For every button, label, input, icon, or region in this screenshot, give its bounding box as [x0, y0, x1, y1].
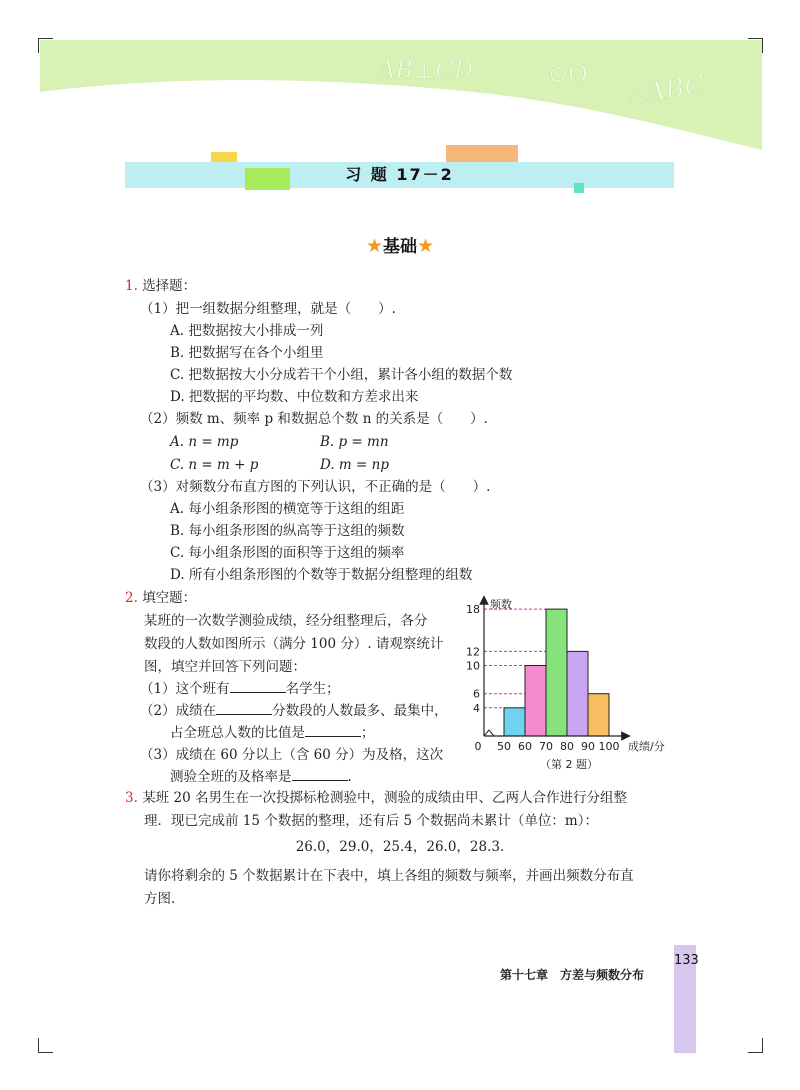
q2-intro-2: 数段的人数如图所示（满分 100 分）. 请观察统计: [144, 636, 444, 652]
q1-sub3-stem: （3）对频数分布直方图的下列认识，不正确的是（ ）.: [140, 479, 491, 495]
x-tick-labels: [475, 740, 620, 753]
q3-number: 3.: [125, 790, 138, 806]
x-tick-label: 80: [560, 740, 574, 753]
crop-mark-bottom-left: [38, 1038, 53, 1053]
q2-blank-4[interactable]: [292, 768, 348, 781]
q2-number: 2.: [125, 590, 138, 606]
q2-part1: （1）这个班有 名学生；: [140, 681, 340, 697]
bar-90-100: [588, 694, 609, 736]
bar-80-90: [567, 651, 588, 736]
q1-sub2-stem: （2）频数 m、频率 p 和数据总个数 n 的关系是（ ）.: [140, 411, 488, 427]
x-tick-label: 90: [581, 740, 595, 753]
deco-perpendicular: AB⊥CD: [378, 56, 474, 84]
q3-line-3: 请你将剩余的 5 个数据累计在下表中，填上各组的频数与频率，并画出频数分布直: [144, 868, 634, 884]
deco-circle: ⊙O: [548, 60, 588, 88]
q2-blank-2[interactable]: [216, 702, 272, 715]
x-tick-label: 0: [474, 740, 482, 753]
y-tick-label: 10: [466, 659, 480, 673]
x-tick-label: 60: [518, 740, 532, 753]
q1-sub2-option-b: B. p = mn: [320, 434, 389, 450]
q1-sub2-option-a: A. n = mp: [170, 434, 239, 450]
q2-part2: （2）成绩在 分数段的人数最多、最集中，: [140, 703, 448, 719]
q3-line-2: 理．现已完成前 15 个数据的整理，还有后 5 个数据尚未累计（单位：m）：: [144, 813, 598, 829]
chart-bars: [504, 609, 609, 736]
q1-sub1-option-d: D. 把数据的平均数、中位数和方差求出来: [170, 389, 419, 405]
q1-sub1-option-a: A. 把数据按大小排成一列: [170, 323, 324, 339]
q2-intro-3: 图，填空并回答下列问题：: [144, 659, 306, 675]
q3-line-4: 方图．: [144, 891, 185, 907]
y-tick-label: 12: [466, 645, 480, 659]
y-tick-label: 6: [473, 687, 480, 701]
deco-triangle: △ABC: [624, 70, 707, 111]
deco-block-green: [245, 168, 290, 190]
x-tick-label: 100: [598, 740, 620, 753]
q2-intro-1: 某班的一次数学测验成绩，经分组整理后，各分: [144, 613, 428, 629]
y-tick-labels: [466, 603, 480, 715]
x-axis-label: 成绩/分: [628, 740, 665, 753]
star-icon: ★: [365, 235, 383, 257]
exercise-title: 习 题 17－2: [345, 165, 454, 184]
q1-title: 选择题：: [142, 278, 197, 294]
star-icon: ★: [417, 235, 435, 257]
q1-sub3-option-d: D. 所有小组条形图的个数等于数据分组整理的组数: [170, 567, 473, 583]
q2-part3-cont: 测验全班的及格率是 .: [170, 769, 352, 785]
exercise-title-bar: [125, 162, 674, 188]
q1-heading: [125, 277, 196, 295]
chapter-footer: 第十七章 方差与频数分布: [500, 968, 645, 982]
axis-break-mark: [484, 730, 494, 736]
q3-line-1: 3. 某班 20 名男生在一次投掷标枪测验中，测验的成绩由甲、乙两人合作进行分组整: [125, 790, 627, 806]
histogram-chart: [456, 590, 696, 776]
q1-sub1-option-b: B. 把数据写在各个小组里: [170, 345, 324, 361]
q2-blank-1[interactable]: [230, 680, 286, 693]
q2-part3: （3）成绩在 60 分以上（含 60 分）为及格，这次: [140, 747, 444, 763]
q1-sub1-stem: （1）把一组数据分组整理，就是（ ）.: [140, 301, 396, 317]
deco-block-teal: [574, 183, 584, 193]
q1-sub3-option-c: C. 每小组条形图的面积等于这组的频率: [170, 545, 405, 561]
q1-sub3-option-b: B. 每小组条形图的纵高等于这组的频数: [170, 523, 405, 539]
q1-sub2-option-c: C. n = m + p: [170, 457, 259, 473]
bar-50-60: [504, 708, 525, 736]
x-tick-label: 70: [539, 740, 553, 753]
crop-mark-bottom-right: [748, 1038, 763, 1053]
x-tick-label: 50: [497, 740, 511, 753]
q1-sub3-option-a: A. 每小组条形图的横宽等于这组的组距: [170, 501, 405, 517]
y-tick-label: 4: [473, 701, 480, 715]
chart-caption: （第 2 题）: [540, 758, 598, 771]
bar-70-80: [546, 609, 567, 736]
q3-data-line: 26.0，29.0，25.4，26.0，28.3.: [295, 839, 505, 855]
section-heading: [0, 232, 800, 257]
y-tick-label: 18: [466, 603, 480, 617]
q2-heading: [125, 589, 196, 607]
q2-part2-cont: 占全班总人数的比值是 ；: [170, 725, 375, 741]
bar-60-70: [525, 666, 546, 737]
y-axis-label: 频数: [490, 598, 512, 611]
page-number: 133: [674, 953, 699, 968]
q1-sub2-option-d: D. m = np: [320, 457, 389, 473]
q2-blank-3[interactable]: [305, 724, 361, 737]
q1-sub1-option-c: C. 把数据按大小分成若干个小组，累计各小组的数据个数: [170, 367, 513, 383]
q2-title: 填空题：: [142, 590, 197, 606]
q1-number: 1.: [125, 278, 138, 294]
section-title: 基础: [383, 237, 417, 257]
